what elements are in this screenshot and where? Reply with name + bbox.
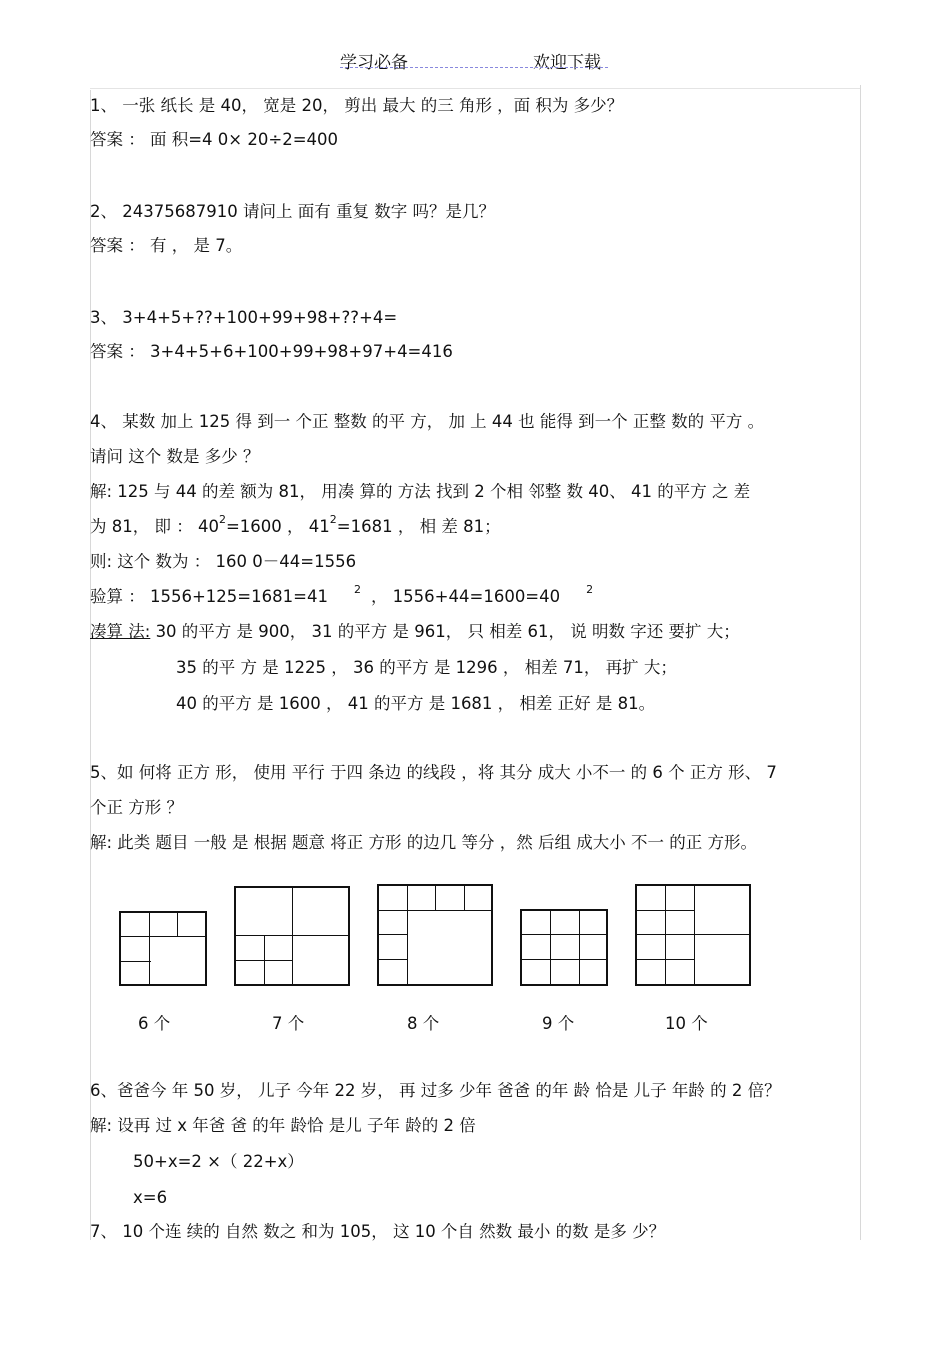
q7-question: 7、 10 个连 续的 自然 数之 和为 105， 这 10 个自 然数 最小 的数 是多 少？ <box>90 1222 666 1241</box>
caption-8: 8 个 <box>407 1014 440 1033</box>
q4-method-text1: 30 的平方 是 900， 31 的平方 是 961， 只 相差 61， 说 明数 字还 要扩 大； <box>155 622 740 641</box>
caption-6: 6 个 <box>138 1014 171 1033</box>
q6-question: 6、爸爸今 年 50 岁， 儿子 今年 22 岁， 再 过多 少年 爸爸 的年 龄 恰是 儿子 年龄 的 2 倍？ <box>90 1081 781 1100</box>
square-division-10 <box>635 884 751 986</box>
q4-check-part-b: ， 1556+44=1600=40 <box>370 587 561 606</box>
caption-9: 9 个 <box>542 1014 575 1033</box>
q4-question-line1: 4、 某数 加上 125 得 到一 个正 整数 的平 方， 加 上 44 也 能得 到一个 正整 数的 平方 。 <box>90 412 765 431</box>
frame-right-border <box>860 85 861 1240</box>
q4-solution-part-b: =1600 ， 41 <box>225 517 330 536</box>
q1-question: 1、 一张 纸长 是 40， 宽是 20， 剪出 最大 的三 角形 ，面 积为 多少？ <box>90 96 624 115</box>
q4-method-label: 凑算 法: <box>90 622 151 641</box>
q6-equation-1: 50+x=2 ×（ 22+x） <box>133 1152 304 1171</box>
q4-check <box>90 583 594 610</box>
frame-left-border <box>90 90 91 1240</box>
q5-question-line2: 个正 方形 ？ <box>90 798 183 817</box>
q6-solution: 解: 设再 过 x 年爸 爸 的年 龄恰 是儿 子年 龄的 2 倍 <box>90 1116 476 1135</box>
frame-top-border <box>90 88 860 89</box>
superscript-2: 2 <box>218 513 226 526</box>
q4-question-line2: 请问 这个 数是 多少 ？ <box>90 447 260 466</box>
q4-method-line2: 35 的平 方 是 1225 ， 36 的平方 是 1296 ， 相差 71， 再扩 大； <box>176 658 677 677</box>
square-division-8 <box>377 884 493 986</box>
q1-answer: 答案 ： 面 积=4 0× 20÷2=400 <box>90 130 339 149</box>
q4-solution-line2 <box>90 513 501 540</box>
header-left-text: 学习必备 <box>340 53 408 73</box>
q2-question: 2、 24375687910 请问上 面有 重复 数字 吗？是几？ <box>90 202 495 221</box>
q4-check-part-a: 验算 ： 1556+125=1681=41 <box>90 587 328 606</box>
caption-10: 10 个 <box>665 1014 708 1033</box>
q3-question: 3、 3+4+5+??+100+99+98+??+4= <box>90 308 398 327</box>
header-right-text: 欢迎下载 <box>533 53 601 73</box>
q4-solution-line1: 解: 125 与 44 的差 额为 81， 用凑 算的 方法 找到 2 个相 邻整 数 40、 41 的平方 之 差 <box>90 482 751 501</box>
q4-method-line1 <box>90 621 740 643</box>
q4-method-line3: 40 的平方 是 1600 ， 41 的平方 是 1681 ， 相差 正好 是 81。 <box>176 694 656 713</box>
superscript-2: 2 <box>329 513 337 526</box>
q2-answer: 答案 ： 有 ， 是 7。 <box>90 236 243 255</box>
q5-solution: 解: 此类 题目 一般 是 根据 题意 将正 方形 的边几 等分 ，然 后组 成大小 不一 的正 方形。 <box>90 833 757 852</box>
square-division-6 <box>119 911 207 986</box>
square-division-9 <box>520 909 608 986</box>
page-header <box>0 48 950 74</box>
q4-result: 则: 这个 数为 ： 160 0－44=1556 <box>90 552 357 571</box>
q5-question-line1: 5、如 何将 正方 形， 使用 平行 于四 条边 的线段 ，将 其分 成大 小不一 的 6 个 正方 形、 7 <box>90 763 777 782</box>
caption-7: 7 个 <box>272 1014 305 1033</box>
superscript-2: 2 <box>353 583 361 596</box>
q3-answer: 答案 ： 3+4+5+6+100+99+98+97+4=416 <box>90 342 453 361</box>
header-divider <box>340 67 608 68</box>
q6-equation-2: x=6 <box>133 1188 168 1207</box>
superscript-2: 2 <box>586 583 594 596</box>
q4-solution-part-a: 为 81， 即 ： 40 <box>90 517 219 536</box>
square-division-7 <box>234 886 350 986</box>
q4-solution-part-c: =1681 ， 相 差 81； <box>336 517 501 536</box>
